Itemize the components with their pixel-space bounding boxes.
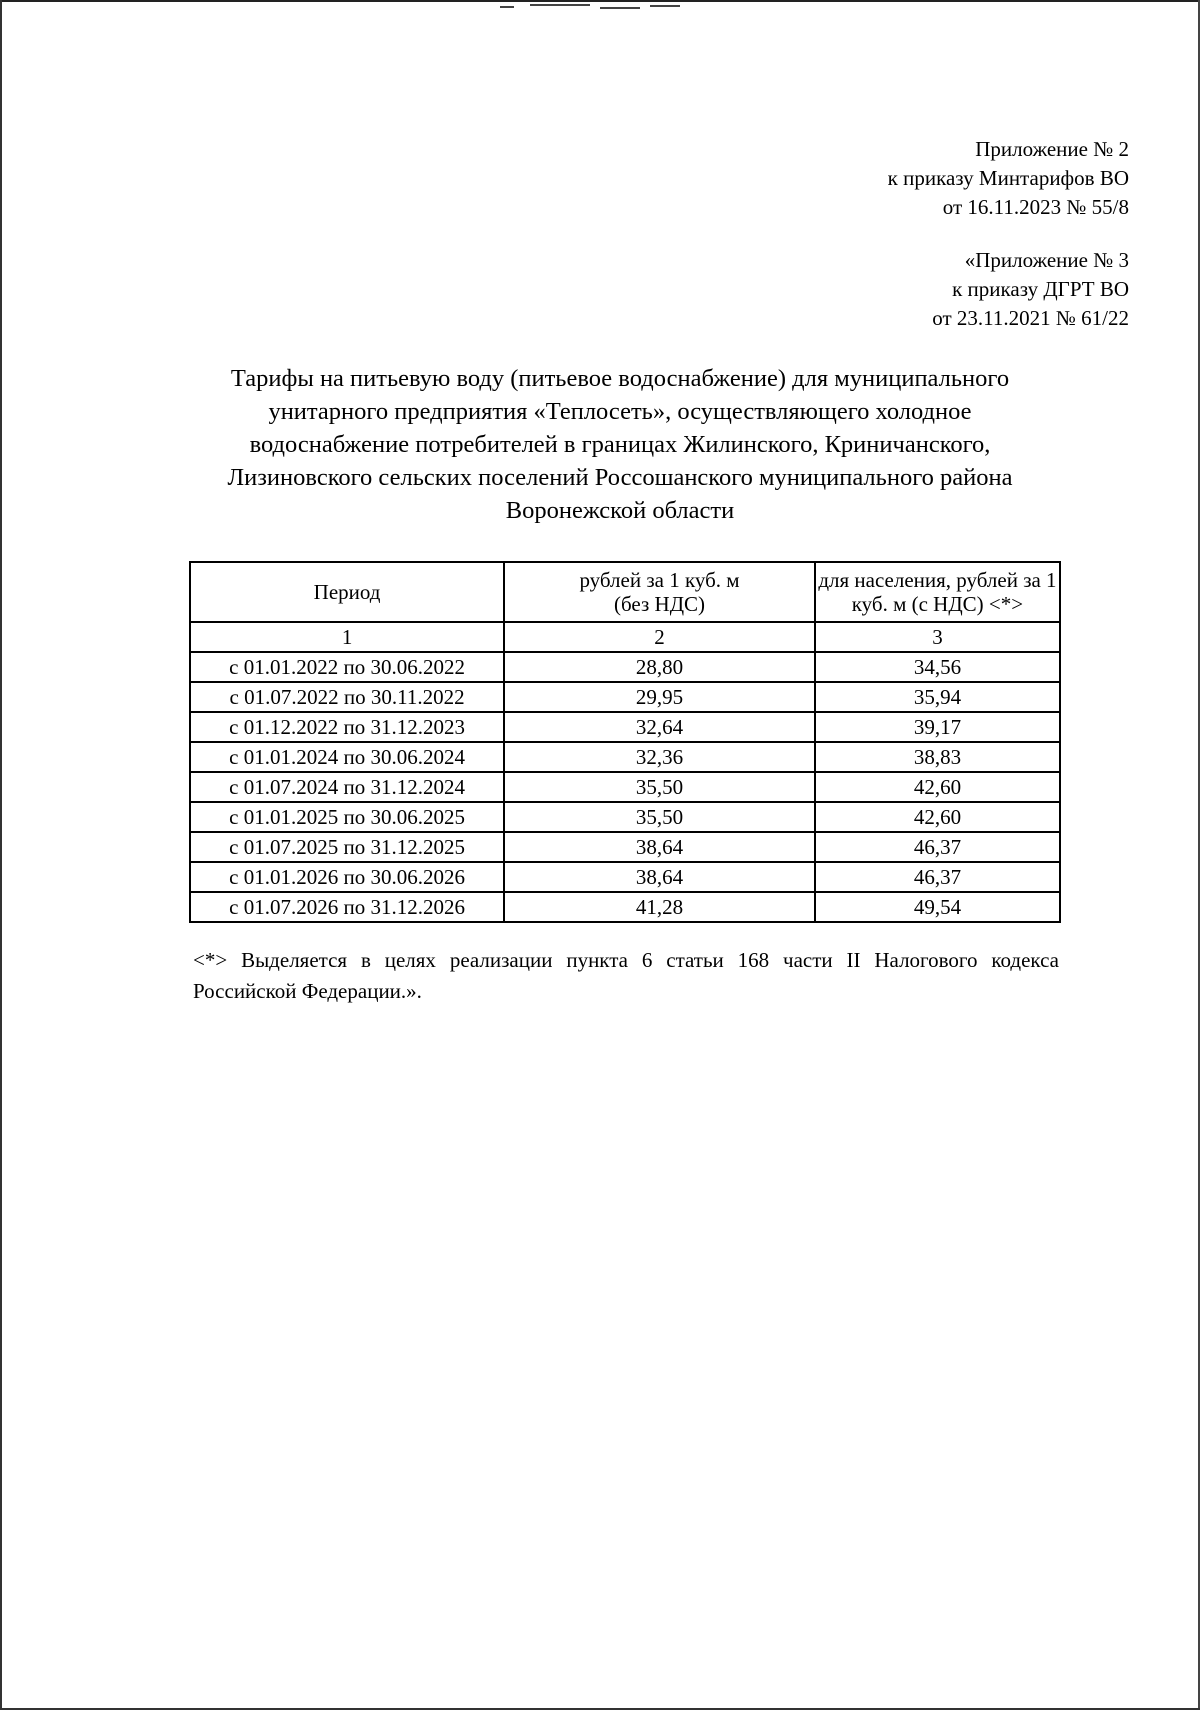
scan-border-left (0, 0, 2, 1710)
title-line: Тарифы на питьевую воду (питьевое водоснабжение) для муниципального (230, 365, 1010, 392)
price-no-vat-cell: 32,36 (504, 742, 815, 772)
header-population-line: для населения, рублей за 1 (818, 568, 1057, 592)
header-period-label: Период (313, 580, 381, 604)
price-no-vat-cell: 38,64 (504, 862, 815, 892)
price-with-vat-cell: 46,37 (815, 832, 1060, 862)
price-no-vat-cell: 35,50 (504, 802, 815, 832)
document-title (180, 362, 1060, 527)
period-cell: с 01.01.2024 по 30.06.2024 (190, 742, 504, 772)
table-row (190, 802, 1060, 832)
price-no-vat-cell: 41,28 (504, 892, 815, 922)
table-row (190, 682, 1060, 712)
tariff-table (189, 561, 1061, 923)
period-cell: с 01.07.2024 по 31.12.2024 (190, 772, 504, 802)
price-with-vat-cell: 39,17 (815, 712, 1060, 742)
table-row (190, 712, 1060, 742)
title-line: унитарного предприятия «Теплосеть», осуществляющего холодное (268, 398, 972, 425)
period-cell: с 01.07.2025 по 31.12.2025 (190, 832, 504, 862)
table-row (190, 862, 1060, 892)
table-row (190, 892, 1060, 922)
table-row (190, 652, 1060, 682)
annex-number: Приложение № 2 (975, 137, 1129, 161)
period-cell: с 01.07.2022 по 30.11.2022 (190, 682, 504, 712)
period-cell: с 01.07.2026 по 31.12.2026 (190, 892, 504, 922)
column-number: 3 (815, 622, 1060, 652)
column-number: 2 (504, 622, 815, 652)
table-row (190, 832, 1060, 862)
header-period (190, 562, 504, 622)
column-number-row (190, 622, 1060, 652)
header-no-vat (504, 562, 815, 622)
period-cell: с 01.12.2022 по 31.12.2023 (190, 712, 504, 742)
header-population-line: куб. м (с НДС) <*> (851, 592, 1024, 616)
price-no-vat-cell: 28,80 (504, 652, 815, 682)
price-with-vat-cell: 35,94 (815, 682, 1060, 712)
price-with-vat-cell: 38,83 (815, 742, 1060, 772)
title-line: Воронежской области (505, 497, 735, 524)
price-with-vat-cell: 46,37 (815, 862, 1060, 892)
annex-order-ref: к приказу Минтарифов ВО (887, 166, 1129, 190)
period-cell: с 01.01.2026 по 30.06.2026 (190, 862, 504, 892)
price-with-vat-cell: 49,54 (815, 892, 1060, 922)
amended-annex-header (932, 246, 1129, 333)
period-cell: с 01.01.2022 по 30.06.2022 (190, 652, 504, 682)
tariff-table-body (190, 652, 1060, 922)
annex-header (888, 135, 1129, 222)
period-cell: с 01.01.2025 по 30.06.2025 (190, 802, 504, 832)
header-population (815, 562, 1060, 622)
title-line: Лизиновского сельских поселений Россошанского муниципального района (227, 464, 1013, 491)
title-line: водоснабжение потребителей в границах Жилинского, Криничанского, (249, 431, 991, 458)
table-header-row (190, 562, 1060, 622)
header-no-vat-line: рублей за 1 куб. м (579, 568, 740, 592)
scan-noise (500, 2, 700, 16)
amended-annex-number: «Приложение № 3 (964, 248, 1129, 272)
header-no-vat-line: (без НДС) (614, 592, 706, 616)
annex-order-date: от 16.11.2023 № 55/8 (942, 195, 1129, 219)
price-no-vat-cell: 35,50 (504, 772, 815, 802)
price-with-vat-cell: 42,60 (815, 802, 1060, 832)
amended-order-date: от 23.11.2021 № 61/22 (932, 306, 1129, 330)
price-no-vat-cell: 38,64 (504, 832, 815, 862)
table-row (190, 742, 1060, 772)
amended-order-ref: к приказу ДГРТ ВО (952, 277, 1129, 301)
price-no-vat-cell: 29,95 (504, 682, 815, 712)
table-row (190, 772, 1060, 802)
column-number: 1 (190, 622, 504, 652)
price-with-vat-cell: 42,60 (815, 772, 1060, 802)
price-with-vat-cell: 34,56 (815, 652, 1060, 682)
footnote: <*> Выделяется в целях реализации пункта 6 статьи 168 части II Налогового кодекса Российской Федерации.». (193, 948, 1059, 1003)
price-no-vat-cell: 32,64 (504, 712, 815, 742)
